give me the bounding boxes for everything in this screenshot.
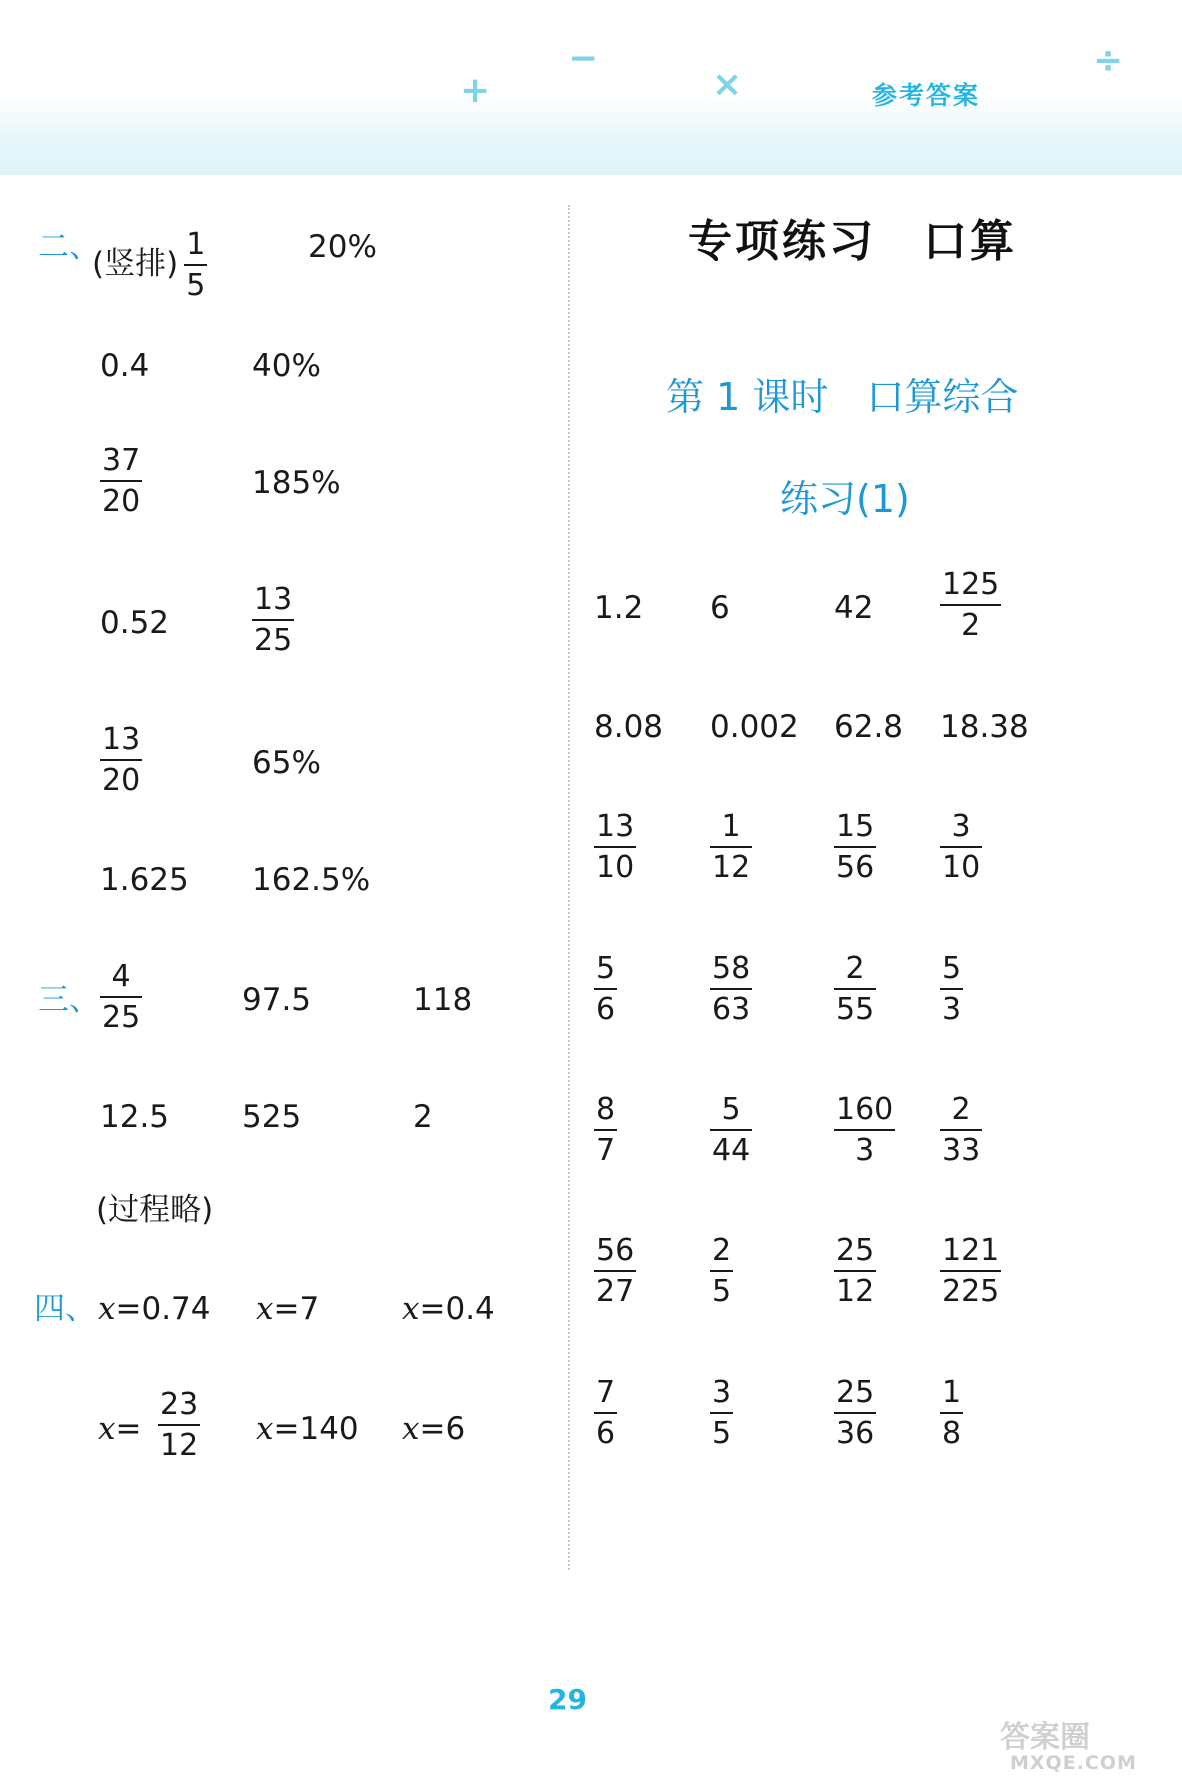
answer-value: 185% (252, 465, 341, 501)
solution-value: 6 (445, 1411, 466, 1447)
fraction (940, 1233, 1001, 1309)
equals-sign: = (115, 1411, 142, 1447)
equation-solution (98, 1291, 211, 1327)
variable: x (402, 1411, 420, 1447)
denominator: 10 (942, 850, 981, 885)
answer-value: 0.002 (710, 709, 799, 745)
denominator: 6 (596, 1416, 616, 1451)
fraction (100, 722, 142, 798)
fraction (710, 1233, 733, 1309)
note-text: (竖排) (92, 246, 179, 282)
answer-value: 42 (834, 590, 874, 626)
equation-solution (402, 1411, 466, 1447)
numerator: 1 (721, 809, 741, 844)
section-3-marker: 三、 (38, 982, 100, 1018)
fraction (710, 951, 752, 1027)
answer-value: 2 (413, 1099, 433, 1135)
solution-value: 0.4 (445, 1291, 495, 1327)
fraction (940, 567, 1001, 643)
numerator: 1 (186, 227, 206, 262)
answer-value: 0.4 (100, 348, 150, 384)
equals-sign: = (419, 1291, 446, 1327)
solution-value: 140 (299, 1411, 359, 1447)
fraction (940, 951, 963, 1027)
fraction (252, 582, 294, 658)
times-icon: × (712, 64, 743, 105)
variable: x (256, 1411, 274, 1447)
denominator: 12 (836, 1274, 875, 1309)
numerator: 23 (160, 1387, 199, 1422)
variable: x (402, 1291, 420, 1327)
answer-value: 162.5% (252, 862, 371, 898)
answer-value: 20% (308, 229, 377, 265)
numerator: 7 (596, 1375, 616, 1410)
watermark-site: MXQE.COM (1010, 1752, 1137, 1774)
denominator: 7 (596, 1133, 616, 1168)
numerator: 125 (942, 567, 1000, 602)
numerator: 121 (942, 1233, 1000, 1268)
answer-value: 118 (413, 982, 473, 1018)
divide-icon: ÷ (1093, 40, 1124, 81)
denominator: 25 (254, 623, 293, 658)
fraction (940, 809, 982, 885)
solution-value: 0.74 (141, 1291, 211, 1327)
numerator: 25 (836, 1375, 875, 1410)
numerator: 56 (596, 1233, 635, 1268)
minus-icon: − (568, 38, 599, 79)
denominator: 5 (712, 1274, 732, 1309)
denominator: 20 (102, 484, 141, 519)
denominator: 63 (712, 992, 751, 1027)
denominator: 225 (942, 1274, 1000, 1309)
header-band (0, 0, 1182, 175)
variable: x (98, 1411, 116, 1447)
equation-solution (402, 1291, 495, 1327)
column-divider (568, 205, 570, 1570)
numerator: 58 (712, 951, 751, 986)
numerator: 2 (845, 951, 865, 986)
denominator: 5 (186, 268, 206, 303)
exercise-title: 练习(1) (780, 477, 910, 521)
equals-sign: = (115, 1291, 142, 1327)
fraction (594, 1233, 636, 1309)
denominator: 12 (160, 1428, 199, 1463)
numerator: 13 (254, 582, 293, 617)
fraction (710, 1375, 733, 1451)
numerator: 2 (712, 1233, 732, 1268)
fraction (158, 1387, 200, 1463)
equation-solution (256, 1411, 359, 1447)
numerator: 3 (951, 809, 971, 844)
denominator: 3 (855, 1133, 875, 1168)
denominator: 2 (961, 608, 981, 643)
fraction (834, 1233, 876, 1309)
answer-value: 8.08 (594, 709, 664, 745)
denominator: 44 (712, 1133, 751, 1168)
section-2-note (92, 227, 207, 303)
process-omitted-note: (过程略) (96, 1192, 214, 1228)
section-4-marker: 四、 (34, 1291, 96, 1327)
section-2-marker: 二、 (38, 229, 100, 265)
answer-value: 18.38 (940, 709, 1029, 745)
answer-value: 1.625 (100, 862, 189, 898)
fraction (594, 1375, 617, 1451)
denominator: 8 (942, 1416, 962, 1451)
denominator: 6 (596, 992, 616, 1027)
page-title: 专项练习 口算 (688, 216, 1017, 267)
numerator: 160 (836, 1092, 894, 1127)
numerator: 37 (102, 443, 141, 478)
denominator: 36 (836, 1416, 875, 1451)
denominator: 56 (836, 850, 875, 885)
answer-value: 1.2 (594, 590, 644, 626)
numerator: 15 (836, 809, 875, 844)
fraction (710, 1092, 752, 1168)
denominator: 27 (596, 1274, 635, 1309)
equation-solution (98, 1411, 142, 1447)
answer-value: 65% (252, 745, 321, 781)
watermark-logo: 答案圈 (1000, 1720, 1090, 1755)
denominator: 20 (102, 763, 141, 798)
answer-value: 12.5 (100, 1099, 170, 1135)
denominator: 3 (942, 992, 962, 1027)
numerator: 5 (942, 951, 962, 986)
denominator: 12 (712, 850, 751, 885)
denominator: 33 (942, 1133, 981, 1168)
equals-sign: = (273, 1411, 300, 1447)
variable: x (256, 1291, 274, 1327)
numerator: 5 (596, 951, 616, 986)
answer-value: 525 (242, 1099, 302, 1135)
fraction (940, 1092, 982, 1168)
answer-value: 40% (252, 348, 321, 384)
fraction (594, 951, 617, 1027)
numerator: 5 (721, 1092, 741, 1127)
numerator: 1 (942, 1375, 962, 1410)
numerator: 8 (596, 1092, 616, 1127)
fraction (100, 443, 142, 519)
fraction (710, 809, 752, 885)
denominator: 5 (712, 1416, 732, 1451)
plus-icon: + (460, 70, 491, 111)
numerator: 13 (102, 722, 141, 757)
denominator: 55 (836, 992, 875, 1027)
equals-sign: = (273, 1291, 300, 1327)
solution-value: 7 (299, 1291, 320, 1327)
fraction (940, 1375, 963, 1451)
fraction (834, 1092, 895, 1168)
header-title: 参考答案 (872, 81, 981, 110)
numerator: 2 (951, 1092, 971, 1127)
fraction (184, 227, 207, 303)
fraction (594, 809, 636, 885)
answer-value: 62.8 (834, 709, 904, 745)
variable: x (98, 1291, 116, 1327)
fraction (594, 1092, 617, 1168)
fraction (834, 1375, 876, 1451)
denominator: 25 (102, 1000, 141, 1035)
equation-solution (256, 1291, 320, 1327)
fraction (100, 959, 142, 1035)
answer-value: 97.5 (242, 982, 312, 1018)
denominator: 10 (596, 850, 635, 885)
answer-value: 6 (710, 590, 730, 626)
numerator: 4 (111, 959, 131, 994)
equals-sign: = (419, 1411, 446, 1447)
numerator: 13 (596, 809, 635, 844)
fraction (834, 951, 876, 1027)
numerator: 3 (712, 1375, 732, 1410)
lesson-title: 第 1 课时 口算综合 (666, 375, 1019, 419)
page-number: 29 (548, 1683, 587, 1716)
answer-value: 0.52 (100, 605, 170, 641)
fraction (834, 809, 876, 885)
numerator: 25 (836, 1233, 875, 1268)
